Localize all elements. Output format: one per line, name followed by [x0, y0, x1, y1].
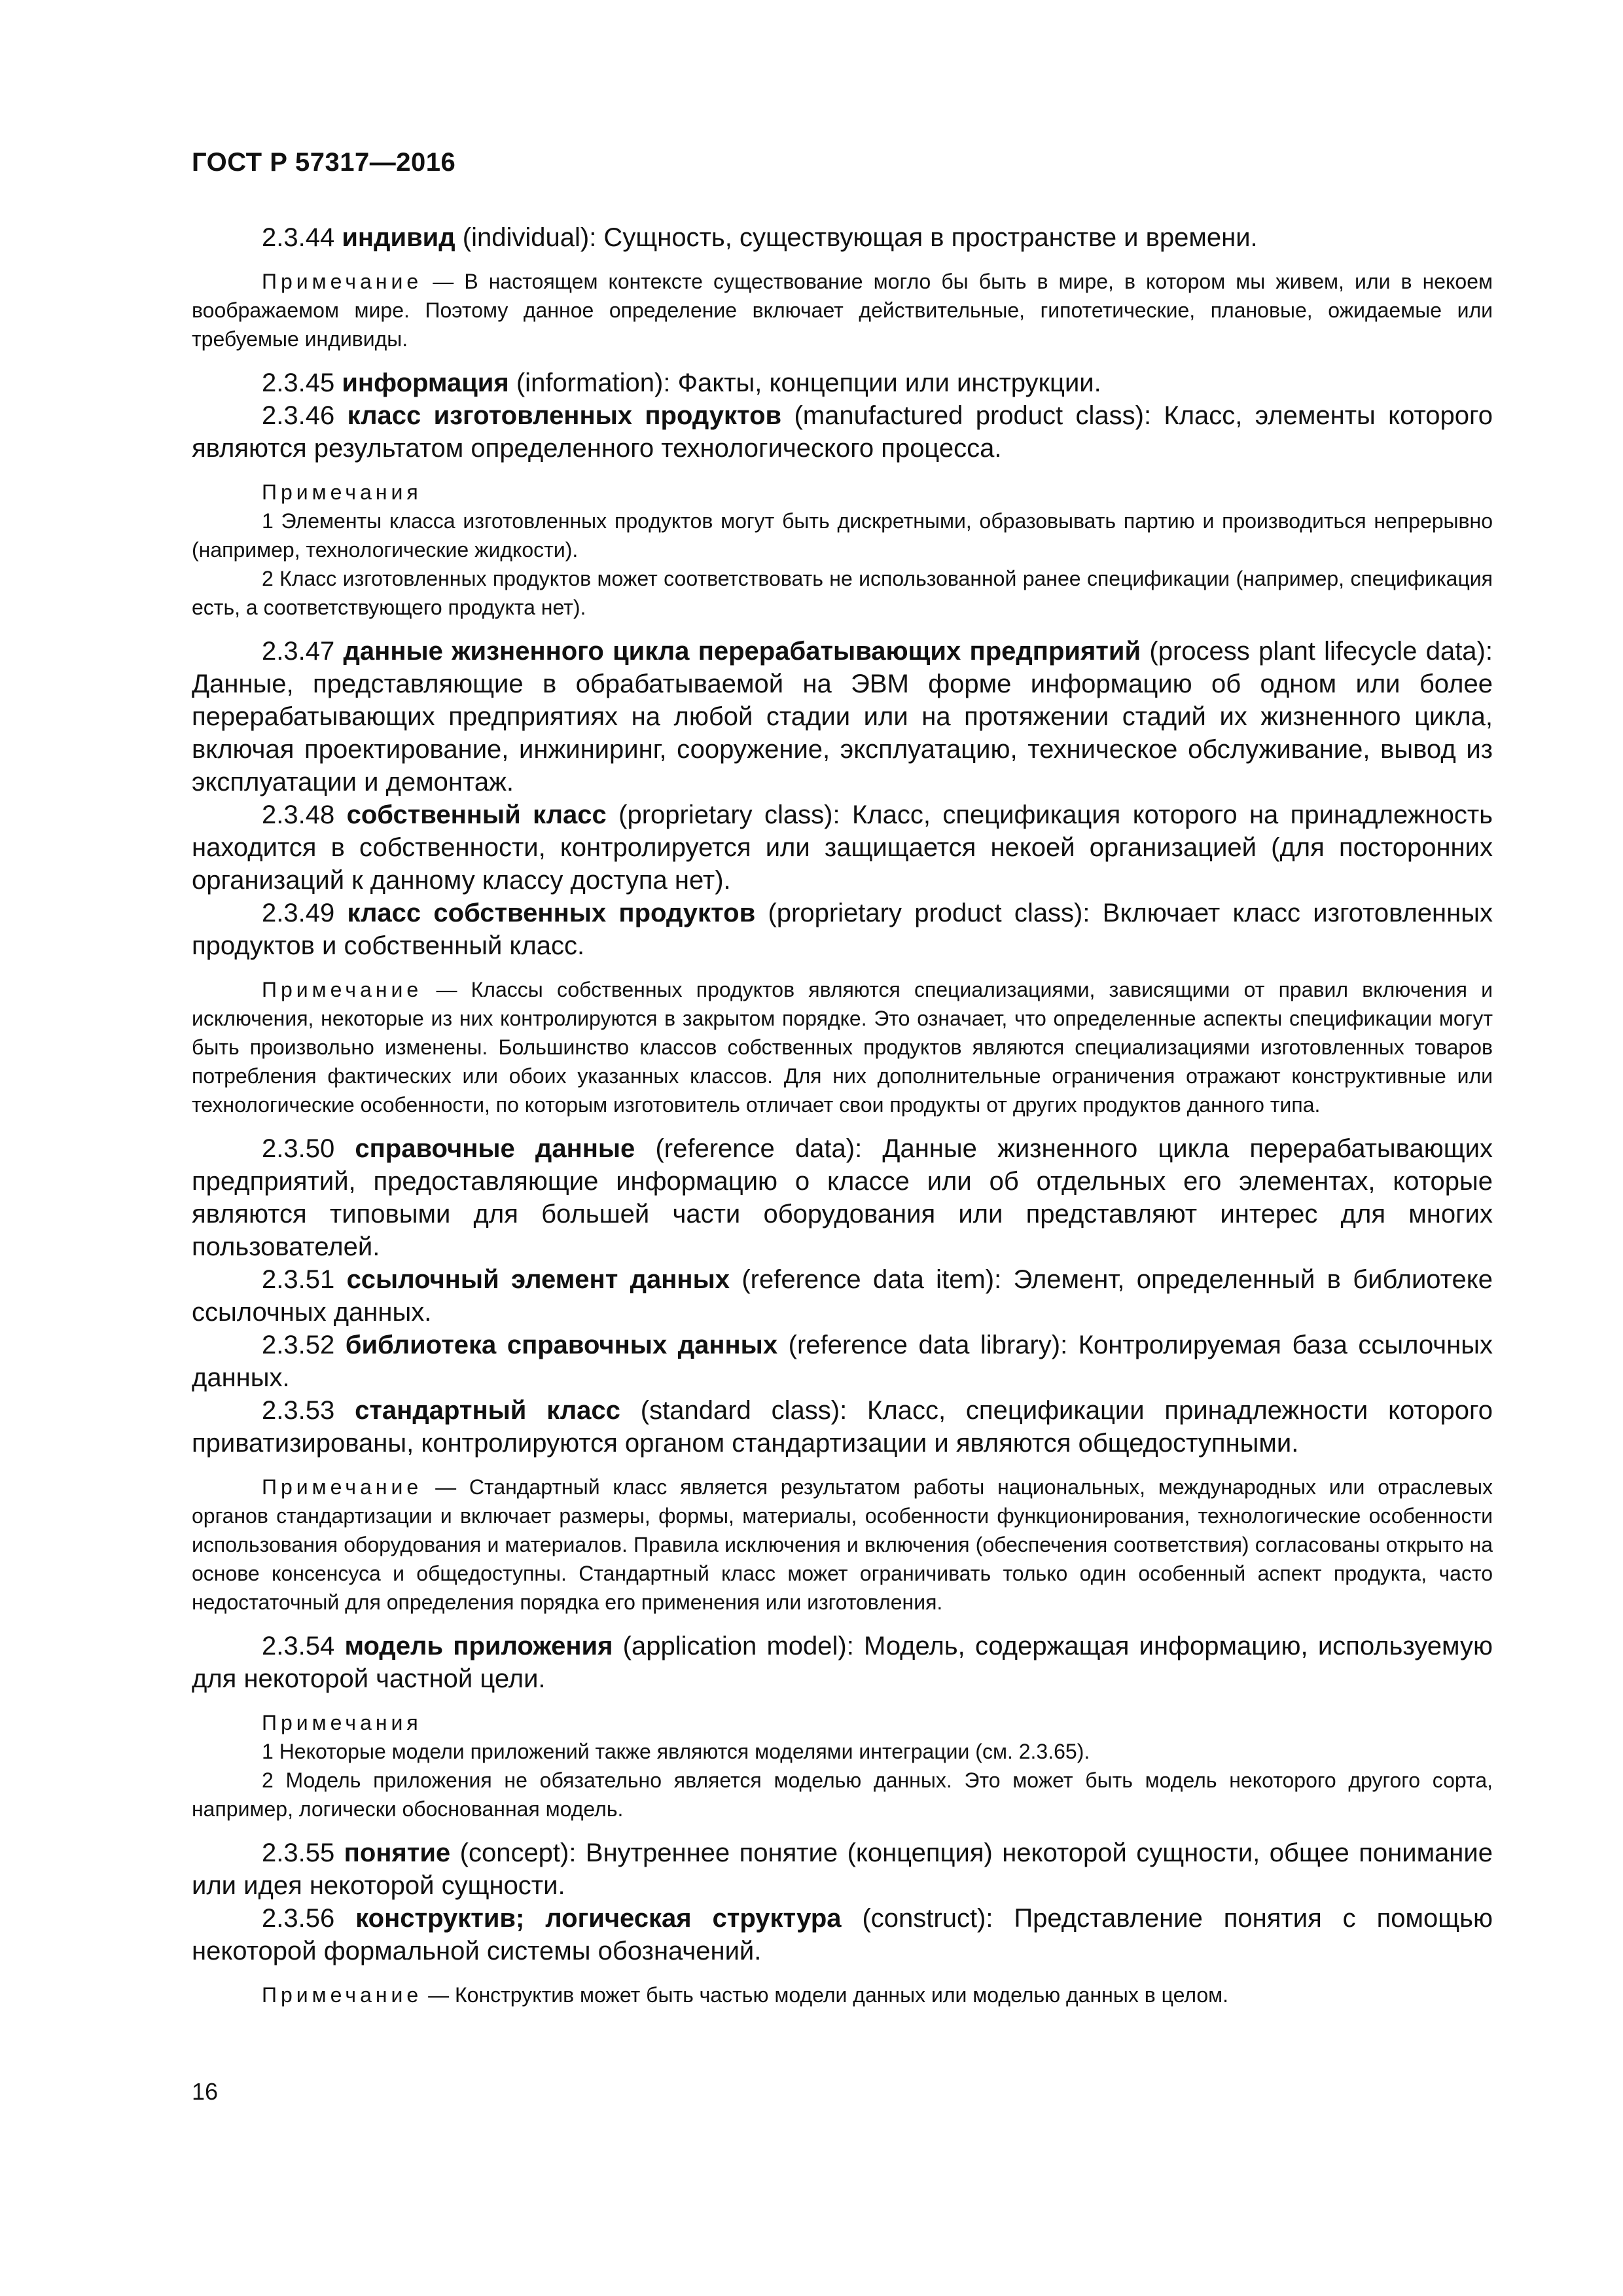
term-entry-2-3-55 — [192, 1837, 1493, 1902]
term-name: библиотека справочных данных — [345, 1331, 778, 1359]
term-name: класс собственных продуктов — [347, 899, 756, 927]
term-definition: (proprietary class): Класс, спецификация которого на принадлежность находится в собственности, контролируется или защищается некоей организацией (для посторонних организаций к данному классу доступа нет). — [192, 800, 1493, 895]
term-name: понятие — [344, 1839, 451, 1867]
document-code-header: ГОСТ Р 57317—2016 — [192, 148, 456, 177]
term-number: 2.3.44 — [262, 223, 335, 252]
term-entry-2-3-52 — [192, 1329, 1493, 1394]
term-name: стандартный класс — [355, 1396, 620, 1425]
term-entry-2-3-50 — [192, 1132, 1493, 1263]
term-number: 2.3.54 — [262, 1632, 335, 1660]
term-name: данные жизненного цикла перерабатывающих предприятий — [343, 637, 1141, 666]
document-body — [192, 221, 1493, 2009]
page-number: 16 — [192, 2078, 219, 2105]
term-entry-2-3-46 — [192, 399, 1493, 465]
term-entry-2-3-48 — [192, 798, 1493, 897]
note-text: — Классы собственных продуктов являются специализациями, зависящими от правил включения и исключения, некоторые из них контролируются в закрытом порядке. Это означает, что определенные аспекты спецификации могут быть произвольно изменены. Большинство классов собственных продуктов являются специализациями изготовленных товаров потребления фактических или обоих указанных классов. Для них дополнительные ограничения отражают конструктивные или технологические особенности, по которым изготовитель отличает свои продукты от других продуктов данного типа. — [192, 978, 1493, 1117]
term-name: класс изготовленных продуктов — [347, 401, 782, 430]
term-name: индивид — [342, 223, 455, 252]
term-number: 2.3.53 — [262, 1396, 335, 1425]
term-number: 2.3.55 — [262, 1839, 335, 1867]
note-text: — В настоящем контексте существование могло бы быть в мире, в котором мы живем, или в некоем воображаемом мире. Поэтому данное определение включает действительные, гипотетические, плановые, ожидаемые или требуемые индивиды. — [192, 270, 1493, 351]
term-entry-2-3-51 — [192, 1263, 1493, 1329]
term-definition: (process plant lifecycle data): Данные, представляющие в обрабатываемой на ЭВМ форме информацию об одном или более перерабатывающих предприятиях на любой стадии или на протяжении стадий их жизненного цикла, включая проектирование, инжиниринг, сооружение, эксплуатацию, техническое обслуживание, вывод из эксплуатации и демонтаж. — [192, 637, 1493, 797]
note-item-2-3-46-1: 1 Элементы класса изготовленных продуктов могут быть дискретными, образовывать партию и производиться непрерывно (например, технологические жидкости). — [192, 509, 1493, 562]
term-definition: (reference data library): Контролируемая база ссылочных данных. — [192, 1331, 1493, 1392]
term-definition: (reference data item): Элемент, определенный в библиотеке ссылочных данных. — [192, 1265, 1493, 1327]
note-label: Примечание — [262, 978, 423, 1001]
term-entry-2-3-45 — [192, 367, 1493, 399]
term-definition: (individual): Сущность, существующая в пространстве и времени. — [462, 223, 1258, 252]
term-definition: (application model): Модель, содержащая информацию, используемую для некоторой частной цели. — [192, 1632, 1493, 1693]
notes-label-2-3-54: Примечания — [262, 1711, 422, 1734]
notes-label-2-3-46: Примечания — [262, 480, 422, 504]
term-number: 2.3.52 — [262, 1331, 335, 1359]
note-item-2-3-46-2: 2 Класс изготовленных продуктов может соответствовать не использованной ранее спецификации (например, спецификация есть, а соответствующего продукта нет). — [192, 567, 1493, 619]
note-label: Примечание — [262, 1983, 423, 2007]
term-definition: (information): Факты, концепции или инструкции. — [516, 368, 1101, 397]
term-number: 2.3.47 — [262, 637, 335, 666]
term-name: конструктив; логическая структура — [355, 1904, 842, 1933]
term-entry-2-3-54 — [192, 1630, 1493, 1695]
term-name: информация — [342, 368, 509, 397]
term-definition: (construct): Представление понятия с помощью некоторой формальной системы обозначений. — [192, 1904, 1493, 1965]
term-definition: (reference data): Данные жизненного цикла перерабатывающих предприятий, предоставляющие информацию о классе или об отдельных его элементах, которые являются типовыми для большей части оборудования или представляют интерес для многих пользователей. — [192, 1134, 1493, 1261]
term-number: 2.3.50 — [262, 1134, 335, 1163]
term-entry-2-3-47 — [192, 635, 1493, 798]
note-text: — Конструктив может быть частью модели данных или моделью данных в целом. — [428, 1983, 1229, 2007]
term-name: ссылочный элемент данных — [346, 1265, 730, 1294]
term-number: 2.3.48 — [262, 800, 335, 829]
note-text: — Стандартный класс является результатом работы национальных, международных или отраслевых органов стандартизации и включает размеры, формы, материалы, особенности функционирования, технологические особенности использования оборудования и материалов. Правила исключения и включения (обеспечения соответствия) согласованы открыто на основе консенсуса и общедоступны. Стандартный класс может ограничивать только один особенный аспект продукта, часто недостаточный для определения порядка его применения или изготовления. — [192, 1475, 1493, 1614]
term-definition: (concept): Внутреннее понятие (концепция) некоторой сущности, общее понимание или идея некоторой сущности. — [192, 1839, 1493, 1900]
term-entry-2-3-49 — [192, 897, 1493, 962]
note-2-3-53 — [192, 1473, 1493, 1617]
term-number: 2.3.56 — [262, 1904, 335, 1933]
term-name: справочные данные — [355, 1134, 635, 1163]
note-item-2-3-54-2: 2 Модель приложения не обязательно является моделью данных. Это может быть модель некоторого другого сорта, например, логически обоснованная модель. — [192, 1768, 1493, 1821]
term-entry-2-3-44 — [192, 221, 1493, 254]
term-entry-2-3-56 — [192, 1902, 1493, 1967]
term-number: 2.3.49 — [262, 899, 335, 927]
note-item-2-3-54-1: 1 Некоторые модели приложений также являются моделями интеграции (см. 2.3.65). — [262, 1740, 1090, 1763]
term-number: 2.3.46 — [262, 401, 335, 430]
term-definition: (proprietary product class): Включает класс изготовленных продуктов и собственный класс. — [192, 899, 1493, 960]
note-2-3-49 — [192, 975, 1493, 1119]
term-name: собственный класс — [346, 800, 607, 829]
term-number: 2.3.45 — [262, 368, 335, 397]
term-definition: (standard class): Класс, спецификации принадлежности которого приватизированы, контролируются органом стандартизации и являются общедоступными. — [192, 1396, 1493, 1458]
note-2-3-44 — [192, 267, 1493, 353]
term-name: модель приложения — [344, 1632, 613, 1660]
note-label: Примечание — [262, 1475, 423, 1499]
note-2-3-56 — [192, 1981, 1493, 2009]
note-label: Примечание — [262, 270, 423, 293]
term-entry-2-3-53 — [192, 1394, 1493, 1460]
term-definition: (manufactured product class): Класс, элементы которого являются результатом определенного технологического процесса. — [192, 401, 1493, 463]
term-number: 2.3.51 — [262, 1265, 335, 1294]
